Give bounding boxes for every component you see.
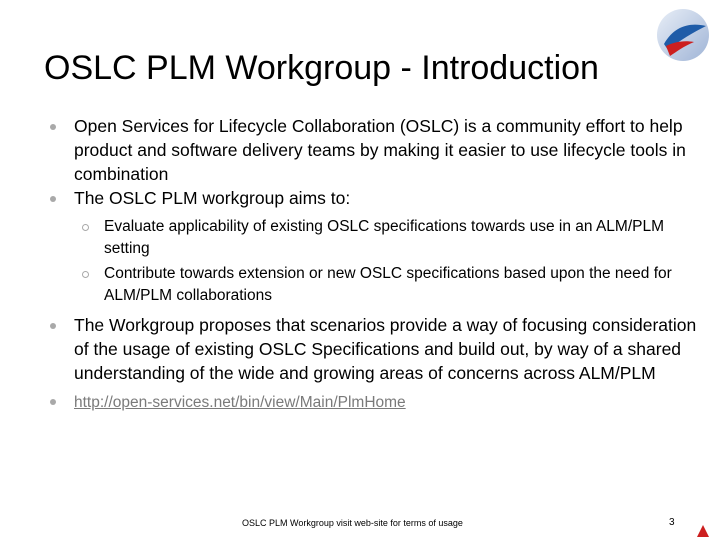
bullet-text: The OSLC PLM workgroup aims to: (74, 188, 351, 208)
page-number: 3 (669, 517, 675, 528)
red-triangle-icon (696, 524, 710, 538)
sub-bullet-text: Contribute towards extension or new OSLC specifications based upon the need for ALM/PLM collaborations (104, 265, 672, 304)
bullet-dot-icon (50, 196, 56, 202)
bullet-text: The Workgroup proposes that scenarios provide a way of focusing consideration of the usage of existing OSLC Specifications and build out, by way of a shared understanding of the wide and growing areas of concerns across ALM/PLM (74, 315, 697, 383)
sub-bullet-evaluate (50, 216, 700, 260)
bullet-link (50, 389, 700, 415)
oslc-logo (654, 6, 712, 64)
slide-content (50, 114, 700, 415)
plm-home-link[interactable]: http://open-services.net/bin/view/Main/PlmHome (74, 394, 406, 411)
bullet-dot-icon (50, 323, 56, 329)
sub-bullet-ring-icon (82, 224, 89, 231)
bullet-workgroup-proposes (50, 313, 700, 385)
bullet-workgroup-aims (50, 186, 700, 210)
footer-text: OSLC PLM Workgroup visit web-site for terms of usage (242, 518, 463, 528)
bullet-dot-icon (50, 124, 56, 130)
sub-bullet-contribute (50, 263, 700, 307)
sub-bullet-text: Evaluate applicability of existing OSLC specifications towards use in an ALM/PLM setting (104, 218, 665, 257)
bullet-text: Open Services for Lifecycle Collaboration (OSLC) is a community effort to help product and software delivery teams by making it easier to use lifecycle tools in combination (74, 116, 686, 184)
sub-bullet-ring-icon (82, 271, 89, 278)
bullet-dot-icon (50, 399, 56, 405)
bullet-oslc-community (50, 114, 700, 186)
slide-title: OSLC PLM Workgroup - Introduction (44, 49, 599, 87)
